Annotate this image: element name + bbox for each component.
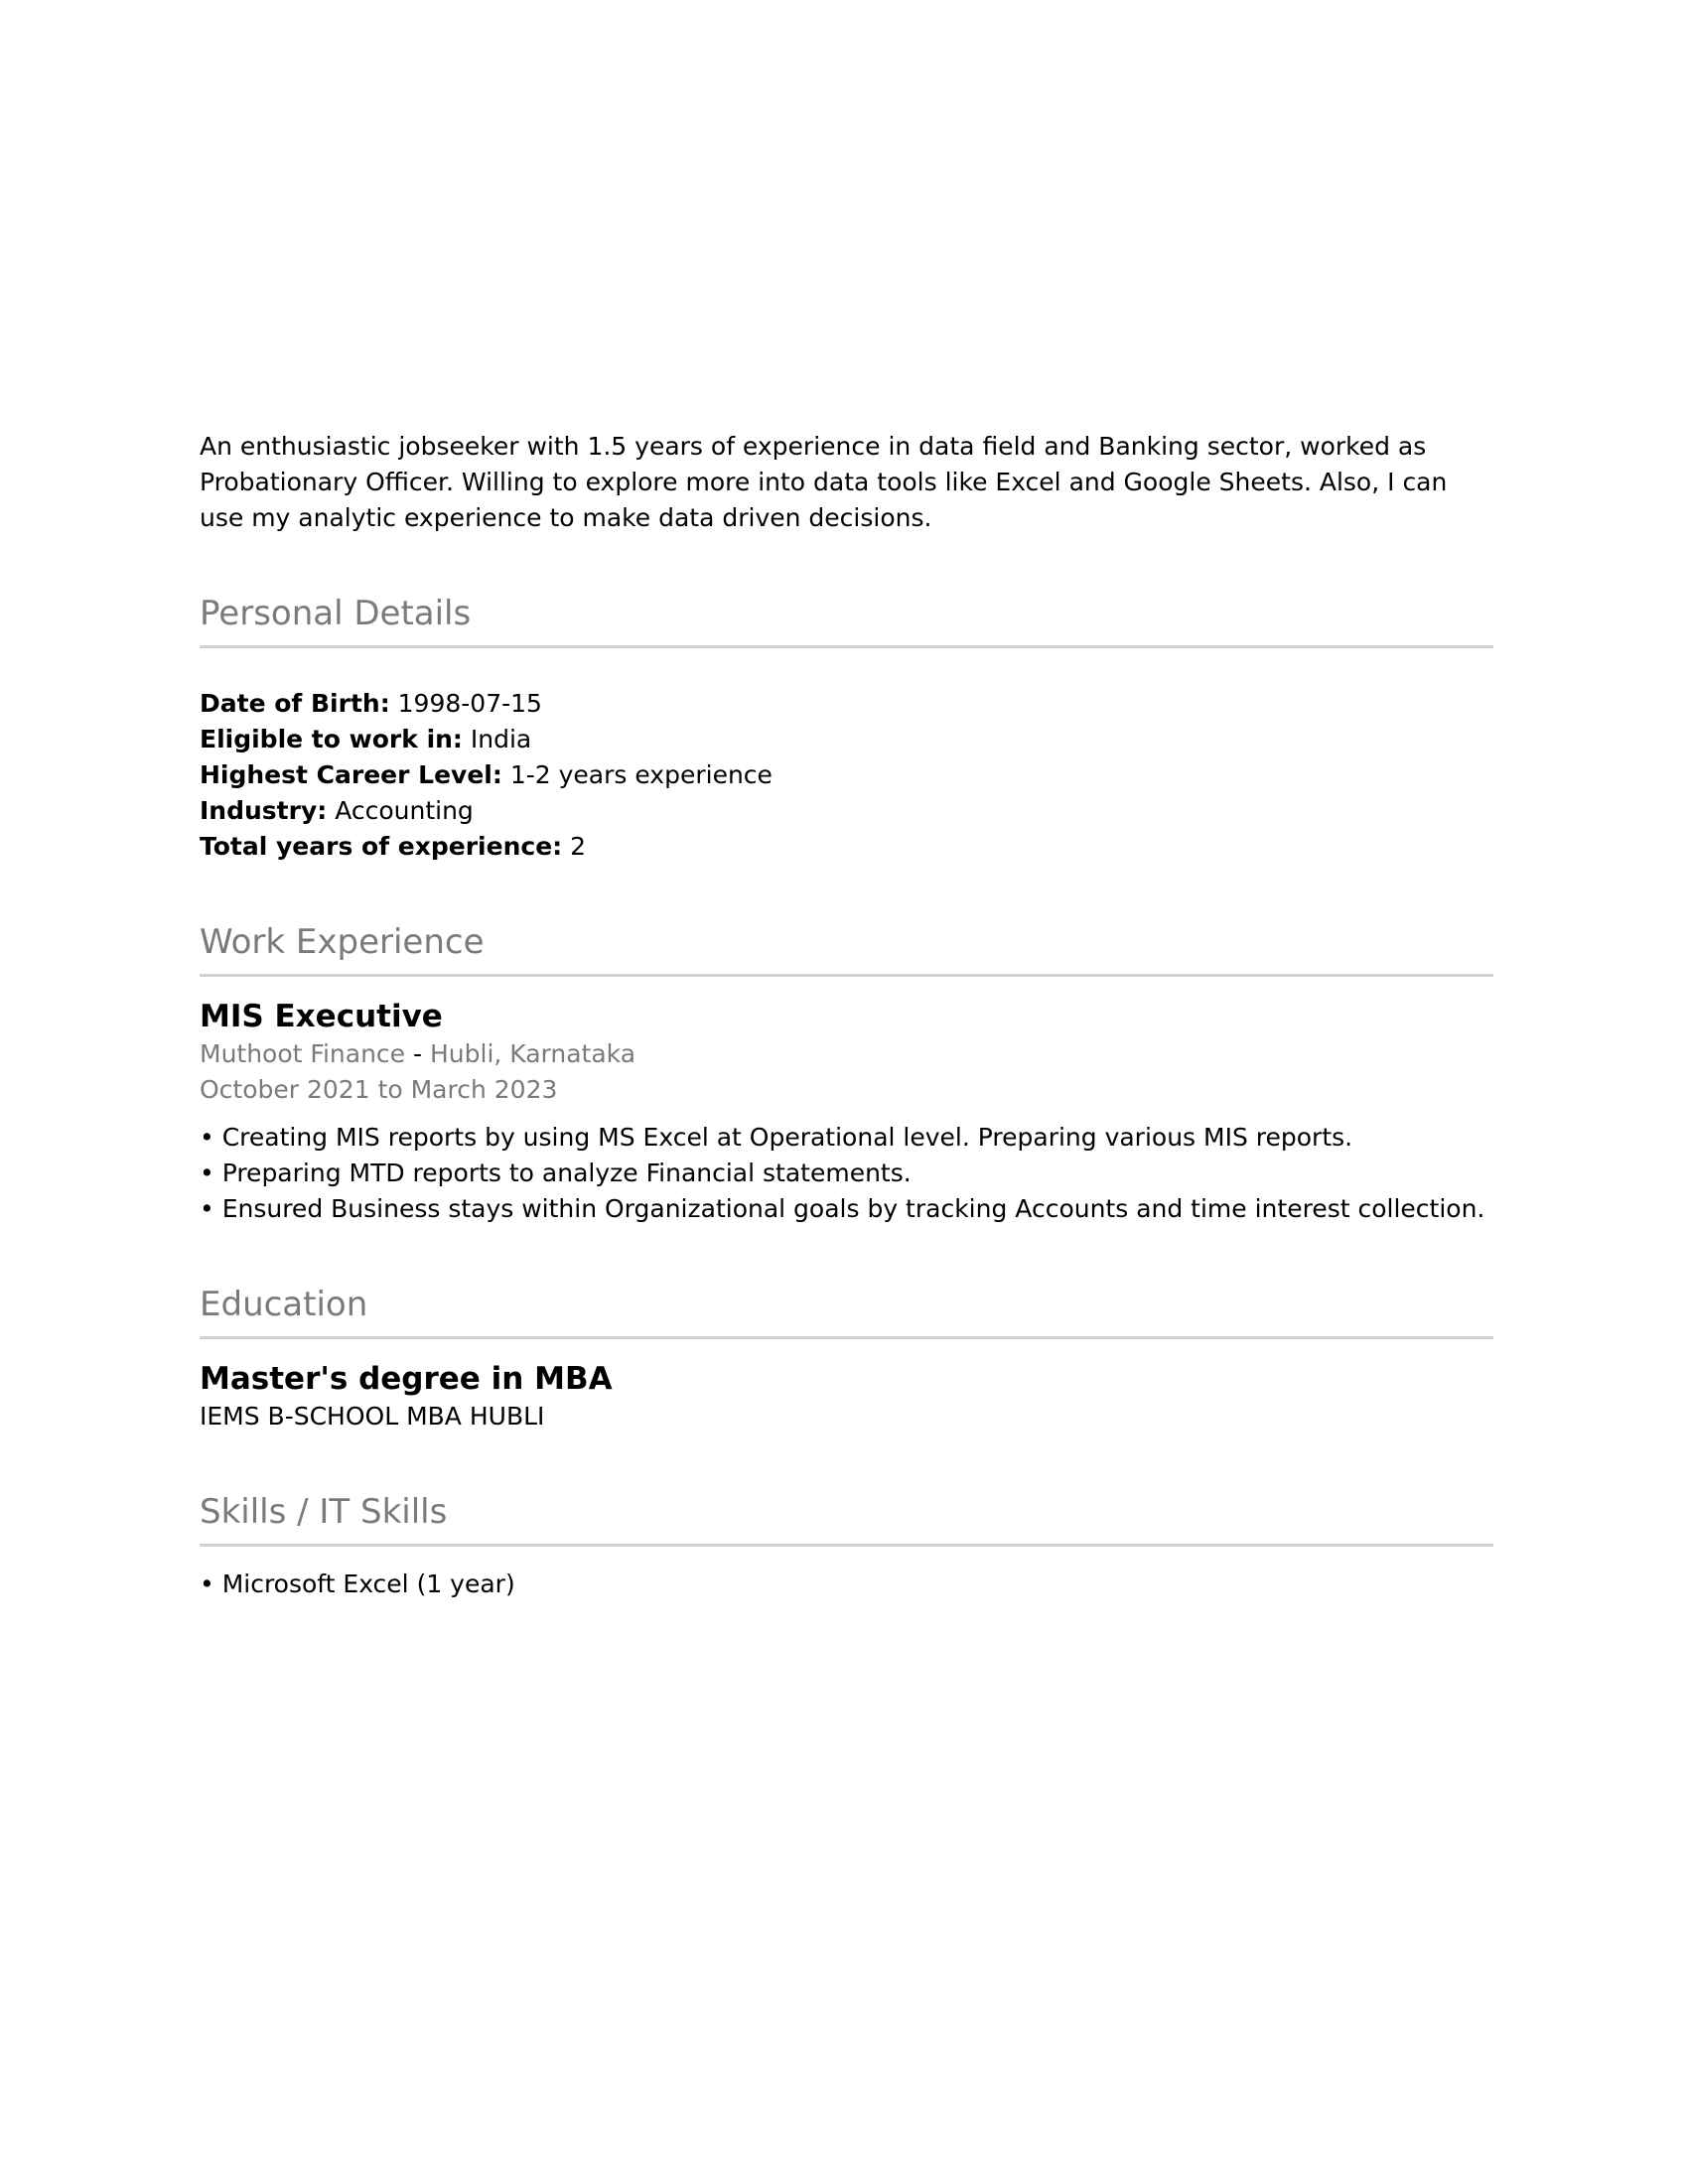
detail-row-eligible-to-work xyxy=(200,722,1493,757)
employer-separator: - xyxy=(413,1039,423,1068)
detail-row-total-experience xyxy=(200,829,1493,865)
job-dates: October 2021 to March 2023 xyxy=(200,1075,558,1104)
detail-row-date-of-birth xyxy=(200,686,1493,722)
summary-paragraph: An enthusiastic jobseeker with 1.5 years of experience in data field and Banking sector, worked as Probationary Officer. Willing to explore more into data tools like Excel and Google Sheets. Also, I can use my analytic experience to make data driven decisions. xyxy=(200,432,1448,532)
education-entry xyxy=(200,1359,1493,1434)
degree-title: Master's degree in MBA xyxy=(200,1361,613,1397)
detail-value: India xyxy=(470,725,532,753)
detail-value: 1-2 years experience xyxy=(509,760,773,789)
job-bullet-list xyxy=(200,1120,1493,1227)
detail-value: 2 xyxy=(570,832,587,861)
personal-details-list xyxy=(200,686,1493,865)
list-item: • Ensured Business stays within Organizational goals by tracking Accounts and time interest collection. xyxy=(200,1194,1485,1223)
skills-list xyxy=(200,1567,1493,1602)
school-name: IEMS B-SCHOOL MBA HUBLI xyxy=(200,1402,545,1431)
section-title-skills: Skills / IT Skills xyxy=(200,1490,1493,1547)
section-title-work-experience: Work Experience xyxy=(200,920,1493,977)
detail-value: Accounting xyxy=(335,796,474,825)
detail-row-industry xyxy=(200,793,1493,829)
detail-label: Date of Birth: xyxy=(200,689,390,718)
company-name: Muthoot Finance xyxy=(200,1039,406,1068)
job-entry xyxy=(200,997,1493,1227)
detail-label: Total years of experience: xyxy=(200,832,563,861)
section-title-education: Education xyxy=(200,1283,1493,1339)
skills-section xyxy=(200,1490,1493,1602)
job-title: MIS Executive xyxy=(200,999,443,1034)
resume-page xyxy=(200,429,1493,1602)
list-item: • Microsoft Excel (1 year) xyxy=(200,1570,515,1598)
detail-label: Industry: xyxy=(200,796,328,825)
work-experience-section xyxy=(200,920,1493,1227)
job-employer-line xyxy=(200,1036,1493,1072)
personal-details-section xyxy=(200,592,1493,865)
detail-label: Highest Career Level: xyxy=(200,760,502,789)
detail-value: 1998-07-15 xyxy=(397,689,542,718)
detail-row-career-level xyxy=(200,757,1493,793)
education-section xyxy=(200,1283,1493,1434)
list-item: • Preparing MTD reports to analyze Financial statements. xyxy=(200,1159,912,1187)
list-item: • Creating MIS reports by using MS Excel at Operational level. Preparing various MIS reports. xyxy=(200,1123,1353,1152)
detail-label: Eligible to work in: xyxy=(200,725,463,753)
section-title-personal-details: Personal Details xyxy=(200,592,1493,648)
job-location: Hubli, Karnataka xyxy=(429,1039,636,1068)
